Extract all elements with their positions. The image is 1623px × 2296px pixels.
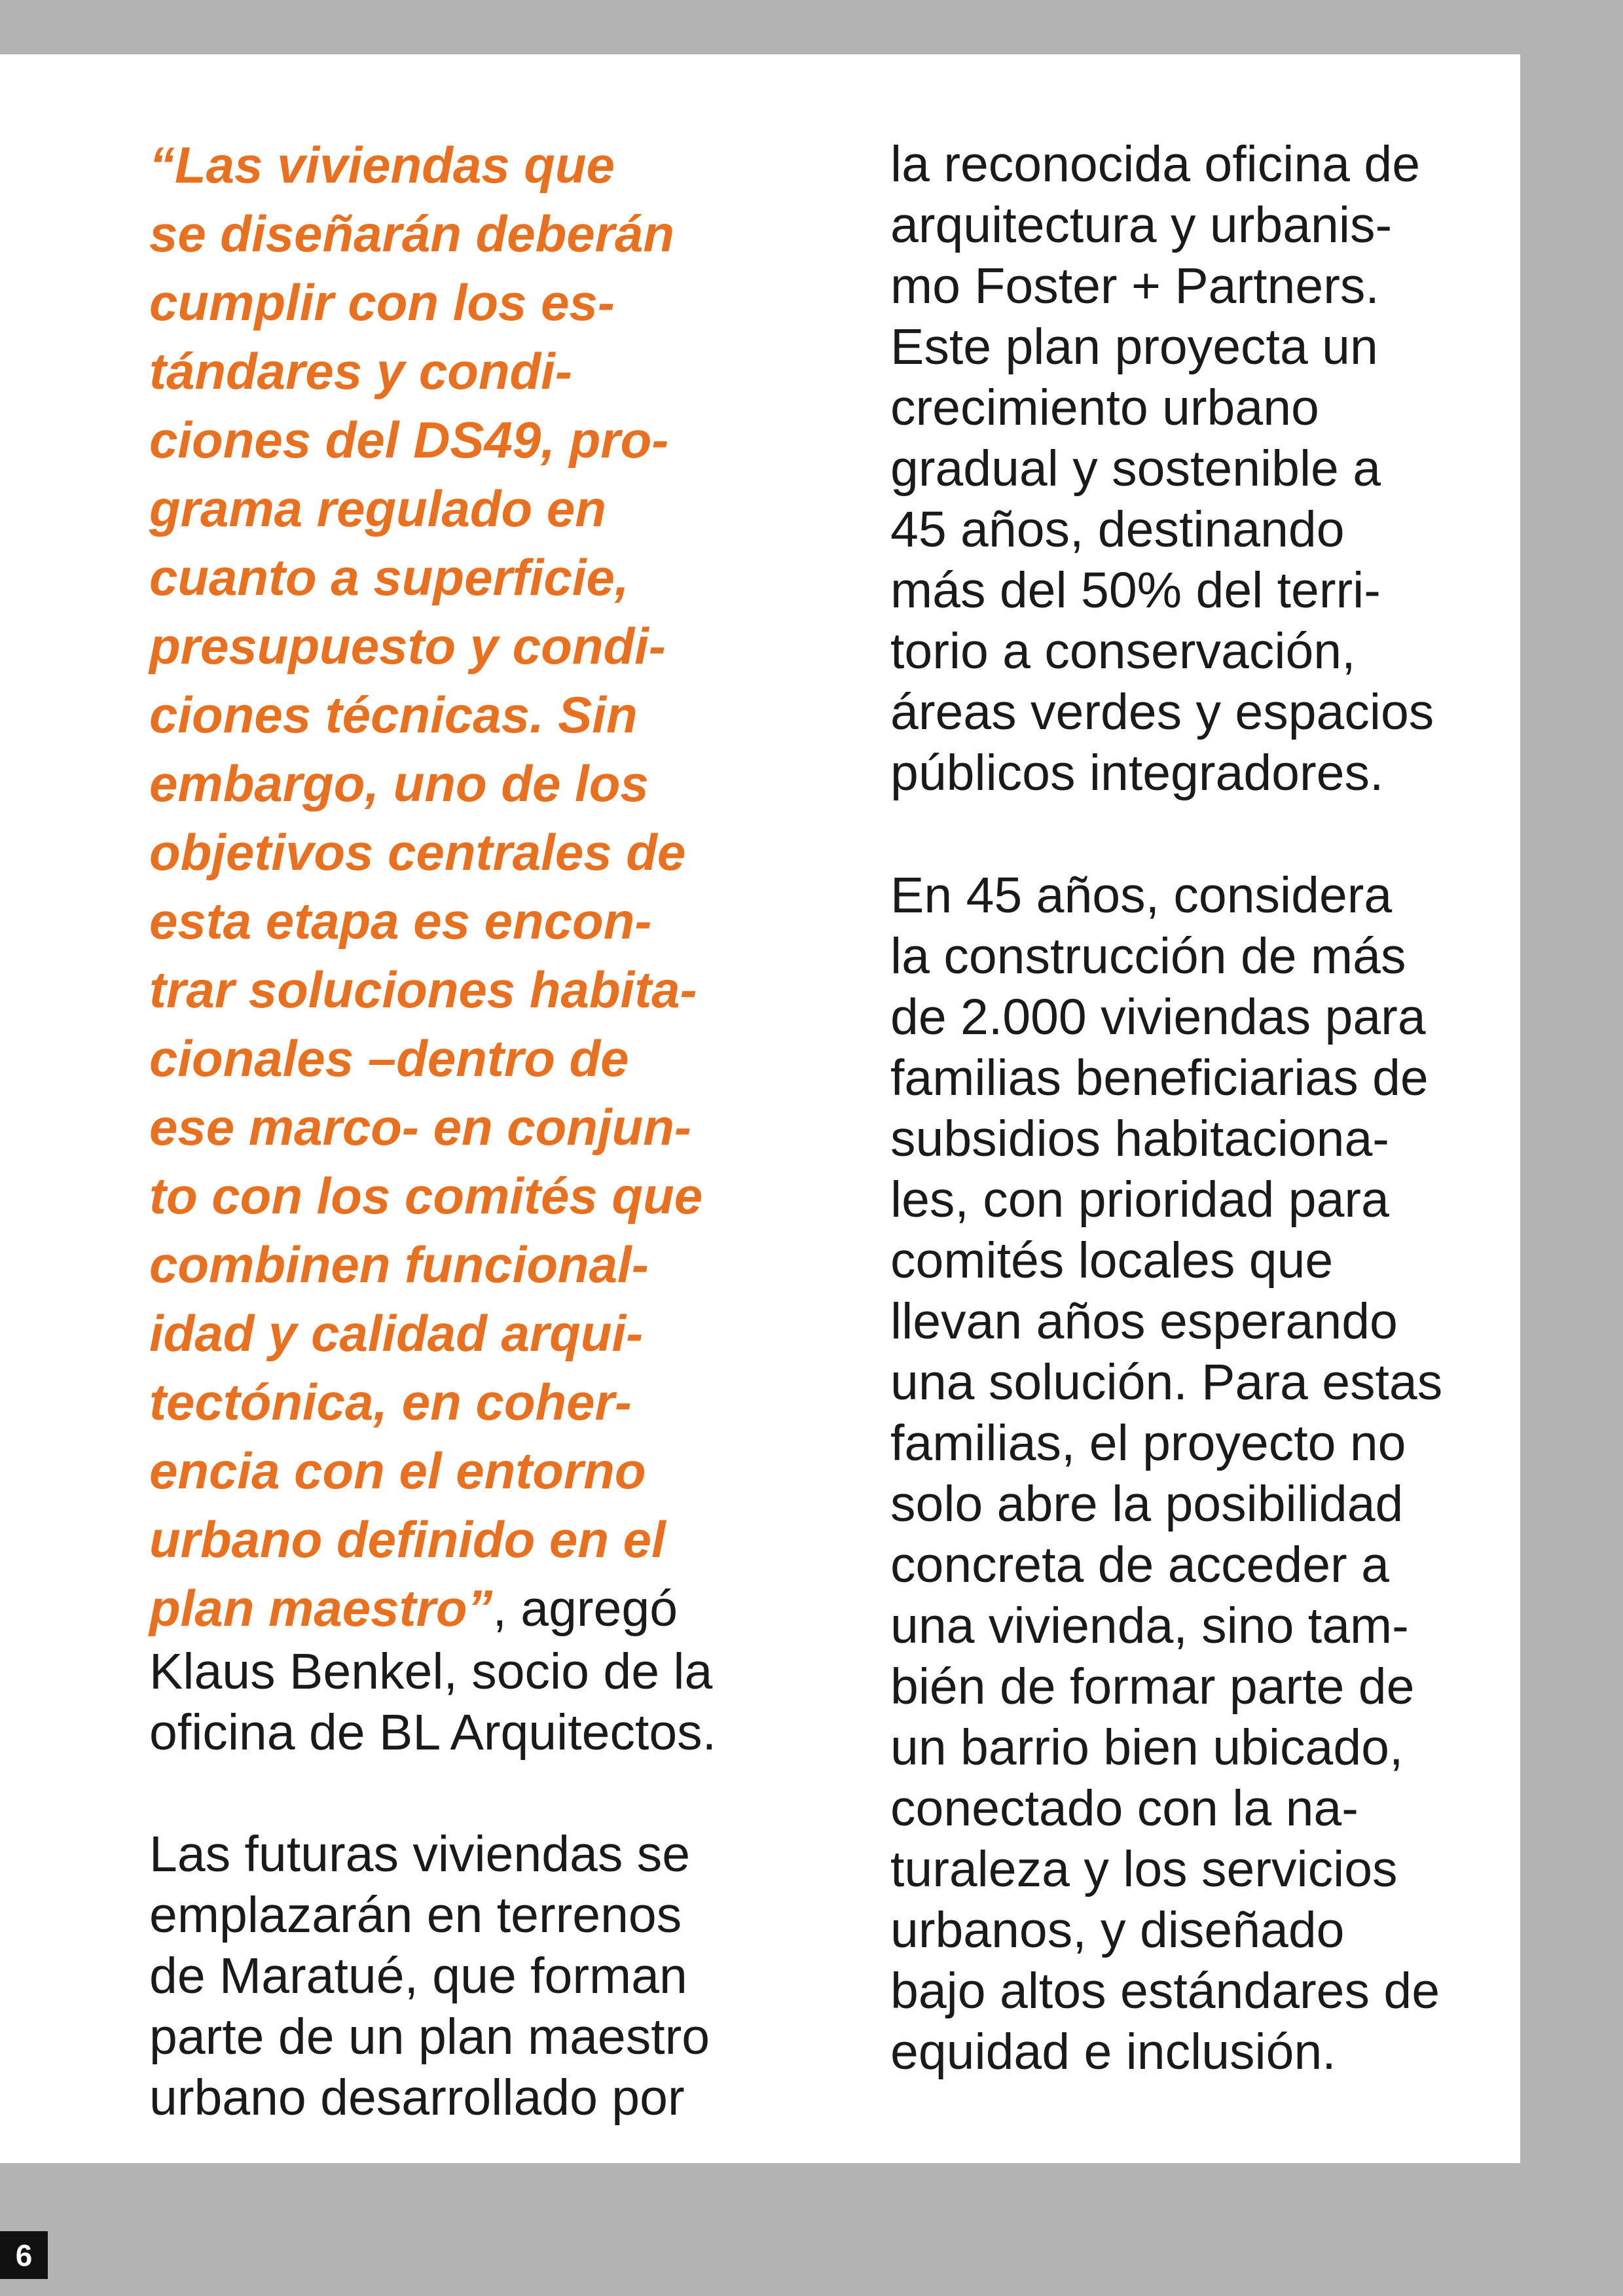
paragraph-line: bién de formar parte de [890,1659,1415,1715]
quote-line: ese marco- en conjun- [149,1098,691,1156]
paragraph-line: 45 años, destinando [890,501,1345,558]
paragraph-line: turaleza y los servicios [890,1841,1398,1897]
paragraph-line: les, con prioridad para [890,1172,1389,1228]
paragraph-line: la construcción de más [890,928,1406,984]
paragraph-line: gradual y sostenible a [890,440,1381,497]
paragraph-line: urbano desarrollado por [149,2070,685,2126]
paragraph-line: públicos integradores. [890,745,1384,801]
paragraph-line: crecimiento urbano [890,380,1319,436]
paragraph-line: de 2.000 viviendas para [890,989,1426,1045]
paragraph-line: urbanos, y diseñado [890,1902,1345,1958]
paragraph-line: una vivienda, sino tam- [890,1598,1409,1654]
quote-line: tectónica, en coher- [149,1373,632,1431]
paragraph-line: de Maratué, que forman [149,1948,687,2004]
attribution-line: oficina de BL Arquitectos. [149,1704,717,1761]
quote-line: trar soluciones habita- [149,961,697,1018]
document-page [0,54,1520,2163]
quote-line: idad y calidad arqui- [149,1304,644,1362]
quote-line: grama regulado en [149,480,606,537]
paragraph-line: comités locales que [890,1232,1334,1289]
quote-line: objetivos centrales de [149,823,686,881]
quote-line: ciones técnicas. Sin [149,686,638,744]
paragraph-line: llevan años esperando [890,1293,1398,1350]
quote-line: cuanto a superficie, [149,548,629,606]
paragraph-line: más del 50% del terri- [890,562,1381,619]
paragraph-line: familias beneficiarias de [890,1050,1429,1106]
paragraph-line: familias, el proyecto no [890,1415,1406,1471]
quote-line: combinen funcional- [149,1236,649,1293]
paragraph-line: conectado con la na- [890,1780,1359,1837]
quote-line: cionales –dentro de [149,1030,629,1087]
quote-line: tándares y condi- [149,342,572,400]
paragraph-line: parte de un plan maestro [149,2009,710,2065]
paragraph-line: áreas verdes y espacios [890,684,1434,740]
quote-line: presupuesto y condi- [149,617,666,675]
paragraph-line: Las futuras viviendas se [149,1826,691,1882]
quote-line: encia con el entorno [149,1442,646,1499]
attribution-inline: , agregó [492,1581,678,1637]
paragraph-line: En 45 años, considera [890,867,1393,924]
quote-line: to con los comités que [149,1167,703,1225]
paragraph-line: equidad e inclusión. [890,2024,1336,2080]
paragraph-line: emplazarán en terrenos [149,1887,682,1943]
attribution-line: Klaus Benkel, socio de la [149,1643,713,1700]
quote-final-fragment: plan maestro” [149,1579,493,1637]
quote-line: urbano definido en el [149,1511,666,1568]
paragraph-line: arquitectura y urbanis- [890,197,1393,253]
paragraph-line: torio a conservación, [890,623,1356,679]
quote-line: esta etapa es encon- [149,892,652,950]
paragraph-line: una solución. Para estas [890,1354,1443,1410]
paragraph-line: mo Foster + Partners. [890,258,1379,314]
quote-line: “Las viviendas que [149,136,615,194]
paragraph-line: subsidios habitaciona- [890,1111,1389,1167]
paragraph-line: Este plan proyecta un [890,319,1378,375]
paragraph-line: concreta de acceder a [890,1537,1389,1593]
quote-line: embargo, uno de los [149,755,649,812]
quote-closing-line [149,1579,678,1637]
quote-line: cumplir con los es- [149,274,615,331]
paragraph-line: bajo altos estándares de [890,1963,1440,2019]
quote-line: se diseñarán deberán [149,205,675,262]
quote-line: ciones del DS49, pro- [149,411,669,469]
paragraph-line: solo abre la posibilidad [890,1476,1404,1532]
page-number: 6 [0,2231,48,2279]
paragraph-line: la reconocida oficina de [890,136,1421,192]
paragraph-line: un barrio bien ubicado, [890,1719,1404,1776]
